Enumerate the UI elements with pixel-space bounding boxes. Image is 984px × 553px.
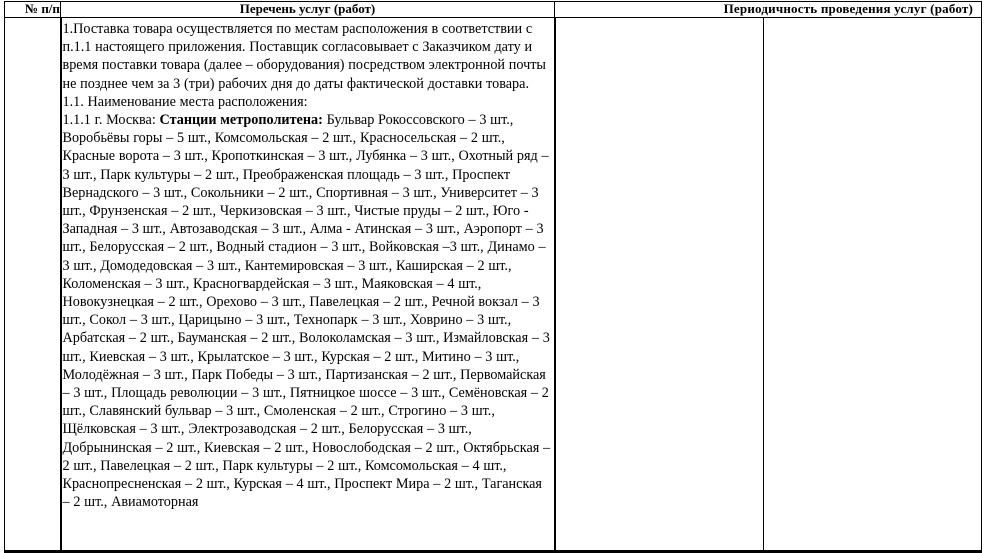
cell-extra bbox=[764, 18, 982, 553]
cell-number bbox=[5, 18, 61, 553]
header-periodicity: Периодичность проведения услуг (работ) bbox=[555, 2, 982, 18]
header-services: Перечень услуг (работ) bbox=[61, 2, 555, 18]
stations-list: Бульвар Рокоссовского – 3 шт., Воробьёвы горы – 5 шт., Комсомольская – 2 шт., Красносельская – 2 шт., Красные ворота – 3 шт., Кропоткинская – 3 шт., Лубянка – 3 шт., Охотный ряд – 3 шт., Парк культуры – 2 шт., Преображенская площадь – 3 шт., Проспект Вернадского – 3 шт., Сокольники – 2 шт., Спортивная – 3 шт., Университет – 3 шт., Фрунзенская – 2 шт., Черкизовская – 3 шт., Чистые пруды – 2 шт., Юго - Западная – 3 шт., Автозаводская – 3 шт., Алма - Атинская – 3 шт., Аэропорт – 3 шт., Белорусская – 2 шт., Водный стадион – 3 шт., Войковская –3 шт., Динамо – 3 шт., Домодедовская – 3 шт., Кантемировская – 3 шт., Каширская – 2 шт., Коломенская – 3 шт., Красногвардейская – 3 шт., Маяковская – 4 шт., Новокузнецкая – 2 шт., Орехово – 3 шт., Павелецкая – 2 шт., Речной вокзал – 3 шт., Сокол – 3 шт., Царицыно – 3 шт., Технопарк – 3 шт., Ховрино – 3 шт., Арбатская – 2 шт., Бауманская – 2 шт., Волоколамская – 3 шт., Измайловская – 3 шт., Киевская – 3 шт., Крылатское – 3 шт., Курская – 2 шт., Митино – 3 шт., Молодёжная – 3 шт., Парк Победы – 3 шт., Партизанская – 2 шт., Первомайская – 3 шт., Площадь революции – 3 шт., Пятницкое шоссе – 3 шт., Семёновская – 2 шт., Славянский бульвар – 3 шт., Смоленская – 2 шт., Строгино – 3 шт., Щёлковская – 3 шт., Электрозаводская – 2 шт., Белорусская – 3 шт., Добрынинская – 2 шт., Киевская – 2 шт., Новослободская – 2 шт., Октябрьская – 2 шт., Павелецкая – 2 шт., Парк культуры – 2 шт., Комсомольская – 4 шт., Краснопресненская – 2 шт., Курская – 4 шт., Проспект Мира – 2 шт., Таганская – 2 шт., Авиамоторная bbox=[62, 112, 551, 511]
services-text bbox=[62, 18, 554, 511]
table-header-row bbox=[5, 2, 982, 18]
services-table bbox=[4, 1, 982, 553]
delivery-paragraph: 1.Поставка товара осуществляется по местам расположения в соответствии с п.1.1 настоящего приложения. Поставщик согласовывает с Заказчиком дату и время поставки товара (далее – оборудования) посредством электронной почты не позднее чем за 3 (три) рабочих дня до даты фактической доставки товара. bbox=[62, 21, 546, 92]
cell-services bbox=[61, 18, 555, 553]
location-prefix: 1.1.1 г. Москва: bbox=[62, 112, 160, 129]
table-row bbox=[5, 18, 982, 553]
metro-stations-label: Станции метрополитена: bbox=[159, 112, 323, 129]
location-heading: 1.1. Наименование места расположения: bbox=[62, 93, 308, 110]
stations-paragraph bbox=[63, 111, 551, 511]
header-number: № п/п bbox=[5, 2, 61, 18]
table-bottom-border bbox=[4, 550, 981, 552]
cell-periodicity bbox=[555, 18, 764, 553]
